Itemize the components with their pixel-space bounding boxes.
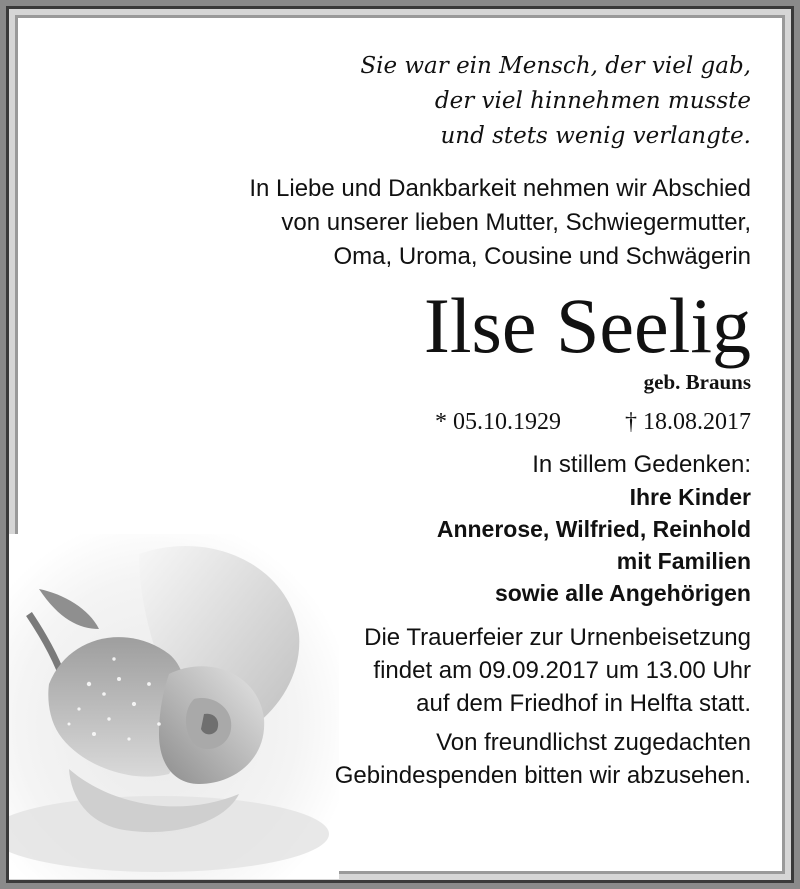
memorial-heading: In stillem Gedenken: — [532, 451, 751, 478]
quote-line: und stets wenig verlangte. — [440, 123, 751, 149]
birth-date: * 05.10.1929 — [435, 409, 561, 435]
intro-line: In Liebe und Dankbarkeit nehmen wir Abschied — [249, 175, 751, 202]
intro-line: von unserer lieben Mutter, Schwiegermutter, — [281, 209, 751, 236]
obituary-text — [131, 49, 751, 792]
intro-line: Oma, Uroma, Cousine und Schwägerin — [333, 243, 751, 270]
request-line: Gebindespenden bitten wir abzusehen. — [334, 762, 751, 789]
donation-request — [131, 726, 751, 792]
deceased-name: Ilse Seelig — [423, 282, 751, 369]
farewell-intro — [131, 172, 751, 274]
birth-name: geb. Brauns — [643, 370, 751, 394]
obituary-frame — [6, 6, 794, 883]
memorial-quote — [131, 49, 751, 154]
mourner-line: Annerose, Wilfried, Reinhold — [436, 516, 751, 542]
death-date: † 18.08.2017 — [625, 409, 751, 435]
service-line: findet am 09.09.2017 um 13.00 Uhr — [373, 657, 751, 684]
service-notice — [131, 621, 751, 720]
mourners-list — [131, 481, 751, 609]
mourner-line: Ihre Kinder — [629, 484, 751, 510]
mourner-line: mit Familien — [616, 548, 751, 574]
service-line: Die Trauerfeier zur Urnenbeisetzung — [364, 624, 751, 651]
mourner-line: sowie alle Angehörigen — [494, 580, 751, 606]
quote-line: der viel hinnehmen musste — [434, 88, 751, 114]
service-line: auf dem Friedhof in Helfta statt. — [416, 690, 751, 717]
request-line: Von freundlichst zugedachten — [436, 729, 751, 756]
quote-line: Sie war ein Mensch, der viel gab, — [360, 53, 751, 79]
life-dates — [131, 402, 751, 442]
